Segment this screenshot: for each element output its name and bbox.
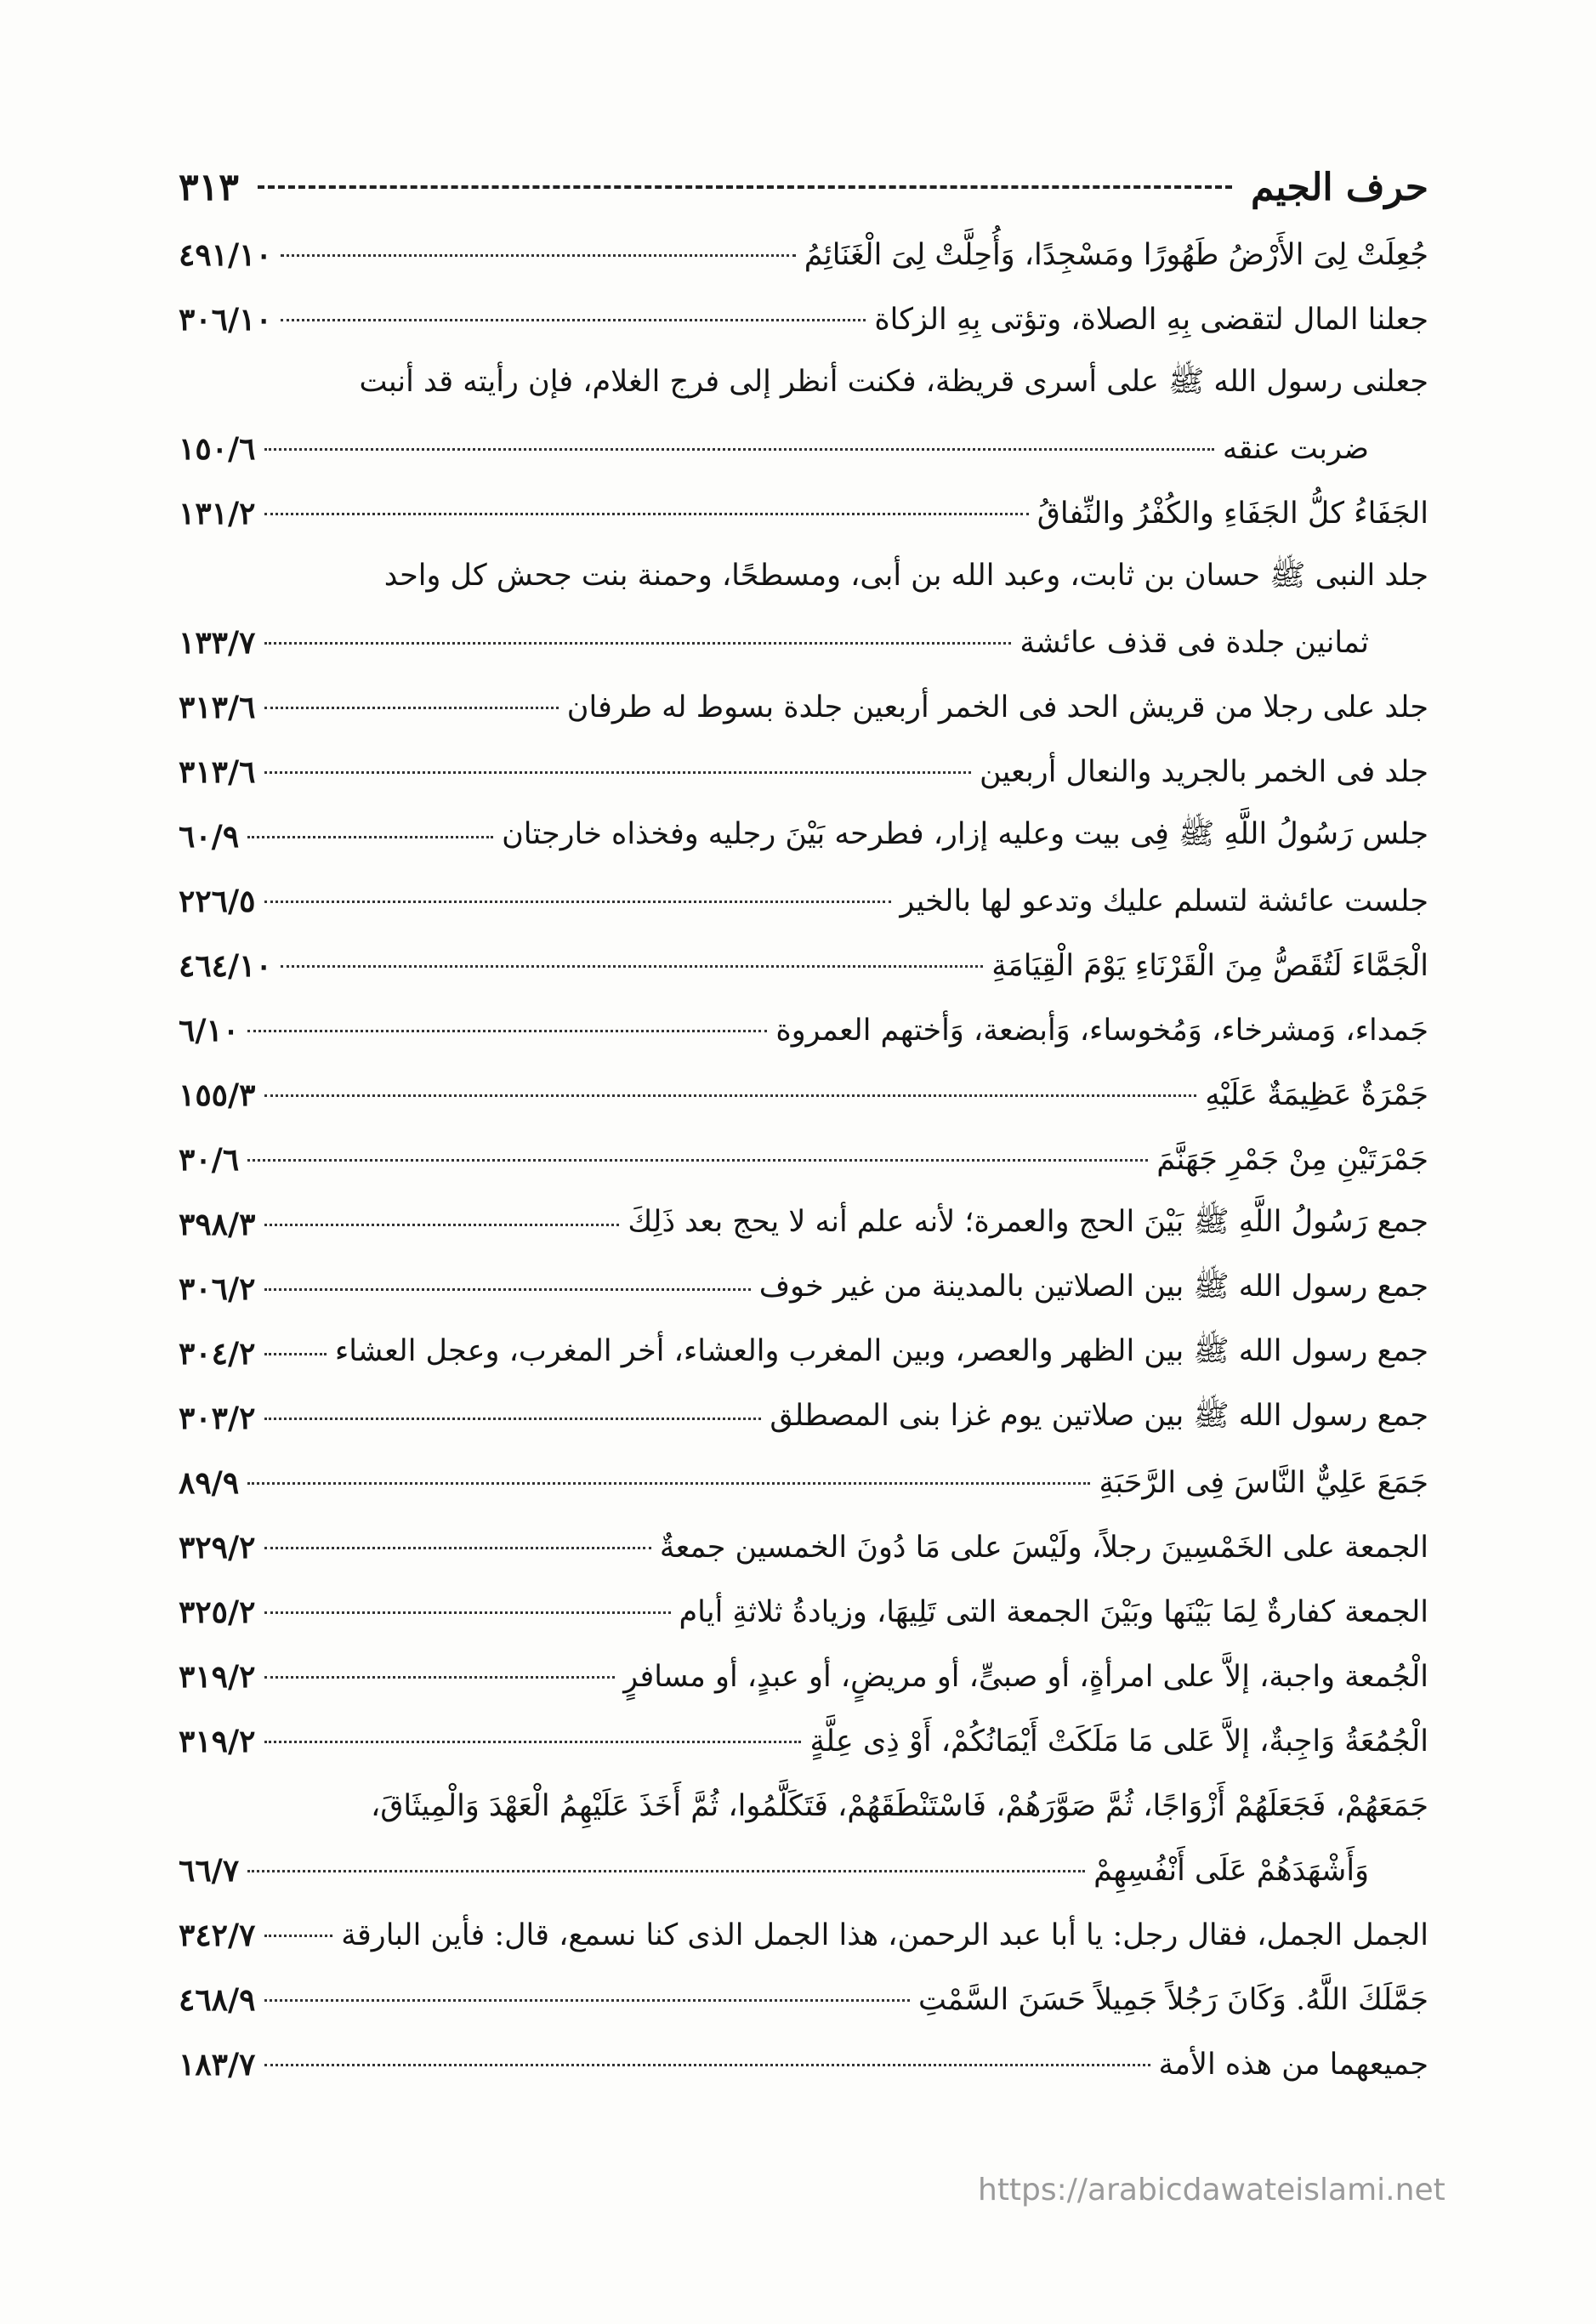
volume-page-ref: ٣٠٦/١٠ bbox=[179, 302, 272, 338]
volume-page-ref: ٦٠/٩ bbox=[179, 819, 240, 855]
leader-dots bbox=[264, 1935, 333, 1937]
page-header bbox=[179, 153, 1428, 221]
entry-line bbox=[179, 287, 1428, 352]
leader-dots bbox=[281, 254, 796, 257]
volume-page-ref: ١٥٥/٣ bbox=[179, 1077, 256, 1113]
leader-dots bbox=[264, 771, 971, 774]
section-title: حرف الجيم bbox=[1251, 165, 1428, 209]
leader-dots bbox=[264, 1547, 651, 1549]
volume-page-ref: ١٣٣/٧ bbox=[179, 625, 256, 661]
entry-line bbox=[179, 869, 1428, 934]
index-entry bbox=[179, 1774, 1428, 1903]
entry-text: جمع رسول الله ﷺ بين الظهر والعصر، وبين المغرب والعشاء، أخر المغرب، وعجل العشاء bbox=[334, 1333, 1428, 1368]
volume-page-ref: ١٨٣/٧ bbox=[179, 2047, 256, 2083]
index-entry bbox=[179, 1580, 1428, 1645]
entry-text: جمع رسول الله ﷺ بين صلاتين يوم غزا بنى المصطلق bbox=[770, 1398, 1428, 1433]
index-entry bbox=[179, 998, 1428, 1063]
leader-dots bbox=[264, 642, 1012, 645]
entry-text: ضربت عنقه bbox=[1222, 432, 1369, 466]
index-entry bbox=[179, 1709, 1428, 1774]
index-entry bbox=[179, 2032, 1428, 2097]
leader-dots bbox=[264, 707, 559, 709]
entry-line bbox=[179, 1645, 1428, 1709]
entry-line bbox=[179, 675, 1428, 740]
entry-continuation-line bbox=[179, 1838, 1428, 1903]
entry-line bbox=[179, 1063, 1428, 1128]
entry-text: جَمْرَتَيْنِ مِنْ جَمْرِ جَهَنَّمَ bbox=[1156, 1143, 1428, 1177]
entry-text: جلست عائشة لتسلم عليك وتدعو لها بالخير bbox=[900, 884, 1428, 918]
index-entry bbox=[179, 934, 1428, 998]
volume-page-ref: ٣٠٣/٢ bbox=[179, 1401, 256, 1436]
leader-dots bbox=[264, 1741, 802, 1743]
entry-text: جَمَعَهُمْ، فَجَعَلَهُمْ أَزْوَاجًا، ثُمَّ صَوَّرَهُمْ، فَاسْتَنْطَقَهُمْ، فَتَكَلَّمُوا، ثُمَّ أَخَذَ عَلَيْهِمُ الْعَهْدَ وَالْمِيثَاقَ، bbox=[370, 1789, 1428, 1823]
leader-dots bbox=[264, 1224, 620, 1226]
entry-text: جمع رَسُولُ اللَّهِ ﷺ بَيْنَ الحج والعمرة؛ لأنه علم أنه لا يحج بعد ذَلِكَ bbox=[628, 1204, 1428, 1239]
volume-page-ref: ٣٩٨/٣ bbox=[179, 1207, 256, 1242]
leader-dots bbox=[247, 1482, 1090, 1485]
volume-page-ref: ١٣١/٢ bbox=[179, 496, 256, 531]
entry-text: جميعهما من هذه الأمة bbox=[1158, 2048, 1428, 2082]
entry-line bbox=[179, 934, 1428, 998]
index-entry bbox=[179, 1321, 1428, 1386]
entry-text: الجمل الجمل، فقال رجل: يا أبا عبد الرحمن، هذا الجمل الذى كنا نسمع، قال: فأين البارقة bbox=[341, 1918, 1428, 1952]
entry-text: الْجَمَّاءَ لَتُقَصُّ مِنَ الْقَرْنَاءِ يَوْمَ الْقِيَامَةِ bbox=[991, 949, 1428, 983]
index-entry bbox=[179, 481, 1428, 546]
entry-text: جلد على رجلا من قريش الحد فى الخمر أربعين جلدة بسوط له طرفان bbox=[566, 690, 1428, 724]
entry-continuation-line bbox=[179, 611, 1428, 675]
volume-page-ref: ٣٠٦/٢ bbox=[179, 1271, 256, 1307]
entry-line bbox=[179, 352, 1428, 417]
index-entry bbox=[179, 1451, 1428, 1515]
index-entry bbox=[179, 675, 1428, 740]
entry-line bbox=[179, 2032, 1428, 2097]
volume-page-ref: ٦/١٠ bbox=[179, 1013, 240, 1048]
leader-dots bbox=[264, 1676, 616, 1679]
index-entry bbox=[179, 287, 1428, 352]
index-entry bbox=[179, 804, 1428, 869]
index-entry bbox=[179, 869, 1428, 934]
entry-text: وَأَشْهَدَهُمْ عَلَى أَنْفُسِهِمْ bbox=[1093, 1854, 1369, 1888]
index-entry bbox=[179, 223, 1428, 287]
leader-dots bbox=[264, 1353, 327, 1355]
entry-text: ثمانين جلدة فى قذف عائشة bbox=[1020, 626, 1369, 660]
index-entries bbox=[179, 223, 1428, 2097]
entry-line bbox=[179, 1192, 1428, 1257]
entry-text: جلد النبى ﷺ حسان بن ثابت، وعبد الله بن أبى، ومسطحًا، وحمنة بنت جحش كل واحد bbox=[383, 558, 1428, 593]
index-entry bbox=[179, 1128, 1428, 1192]
entry-text: جعلنى رسول الله ﷺ على أسرى قريظة، فكنت أنظر إلى فرج الغلام، فإن رأيته قد أنبت bbox=[359, 364, 1428, 399]
volume-page-ref: ١٥٠/٦ bbox=[179, 431, 256, 467]
entry-text: الْجُمعة واجبة، إلاَّ على امرأةٍ، أو صبىٍّ، أو مريضٍ، أو عبدٍ، أو مسافرٍ bbox=[623, 1660, 1428, 1694]
volume-page-ref: ٨٩/٩ bbox=[179, 1465, 240, 1501]
page-number: ٣١٣ bbox=[179, 165, 239, 209]
leader-dots bbox=[247, 1030, 767, 1032]
leader-dots bbox=[281, 965, 983, 968]
entry-text: جمع رسول الله ﷺ بين الصلاتين بالمدينة من غير خوف bbox=[758, 1269, 1428, 1304]
entry-line bbox=[179, 546, 1428, 611]
leader-dots bbox=[264, 1094, 1197, 1097]
entry-text: الجمعة على الخَمْسِينَ رجلاً، ولَيْسَ على مَا دُونَ الخمسين جمعةٌ bbox=[659, 1531, 1428, 1565]
leader-dots bbox=[264, 448, 1214, 451]
entry-line bbox=[179, 1580, 1428, 1645]
volume-page-ref: ٣٠٤/٢ bbox=[179, 1336, 256, 1372]
entry-line bbox=[179, 223, 1428, 287]
entry-line bbox=[179, 1128, 1428, 1192]
entry-line bbox=[179, 1903, 1428, 1968]
leader-dots bbox=[264, 1999, 911, 2002]
index-entry bbox=[179, 1903, 1428, 1968]
index-entry bbox=[179, 352, 1428, 481]
entry-text: جعلنا المال لتقضى بِهِ الصلاة، وتؤتى بِهِ الزكاة bbox=[874, 303, 1428, 337]
volume-page-ref: ٣٢٩/٢ bbox=[179, 1530, 256, 1565]
leader-dots bbox=[264, 1418, 762, 1420]
header-dashes bbox=[258, 185, 1232, 189]
leader-dots bbox=[247, 1870, 1085, 1872]
index-entry bbox=[179, 1192, 1428, 1257]
index-entry bbox=[179, 1386, 1428, 1451]
entry-line bbox=[179, 1709, 1428, 1774]
entry-continuation-line bbox=[179, 417, 1428, 481]
leader-dots bbox=[264, 513, 1029, 515]
entry-line bbox=[179, 804, 1428, 869]
volume-page-ref: ٣١٩/٢ bbox=[179, 1724, 256, 1759]
entry-text: جلد فى الخمر بالجريد والنعال أربعين bbox=[979, 755, 1428, 789]
entry-text: الجَفَاءُ كلُّ الجَفَاءِ والكُفْرُ والنِّفاقُ bbox=[1037, 497, 1428, 531]
entry-text: جَمَعَ عَلِيٌّ النَّاسَ فِى الرَّحَبَةِ bbox=[1099, 1466, 1428, 1500]
index-entry bbox=[179, 1257, 1428, 1321]
volume-page-ref: ٢٢٦/٥ bbox=[179, 884, 256, 919]
volume-page-ref: ٦٦/٧ bbox=[179, 1853, 240, 1889]
entry-text: الجمعة كفارةٌ لِمَا بَيْنَها وبَيْنَ الجمعة التى تَلِيهَا، وزيادةُ ثلاثةِ أيام bbox=[679, 1595, 1428, 1629]
watermark: https://arabicdawateislami.net bbox=[978, 2173, 1445, 2208]
volume-page-ref: ٣٤٢/٧ bbox=[179, 1918, 256, 1953]
entry-text: جَمْرَةٌ عَظِيمَةٌ عَلَيْهِ bbox=[1205, 1078, 1428, 1112]
entry-text: جَمداء، وَمشرخاء، وَمُخوساء، وَأبضعة، وَأختهم العمروة bbox=[775, 1014, 1428, 1048]
volume-page-ref: ٣١٣/٦ bbox=[179, 690, 256, 725]
entry-line bbox=[179, 1968, 1428, 2032]
entry-line bbox=[179, 740, 1428, 804]
leader-dots bbox=[247, 836, 493, 838]
entry-text: جَمَّلَكَ اللَّهُ. وَكَانَ رَجُلاً جَمِيلاً حَسَنَ السَّمْتِ bbox=[918, 1983, 1428, 2017]
index-entry bbox=[179, 546, 1428, 675]
entry-line bbox=[179, 1386, 1428, 1451]
leader-dots bbox=[247, 1159, 1148, 1162]
entry-line bbox=[179, 481, 1428, 546]
leader-dots bbox=[264, 2064, 1150, 2066]
entry-line bbox=[179, 1515, 1428, 1580]
leader-dots bbox=[281, 319, 866, 321]
leader-dots bbox=[264, 901, 892, 903]
index-entry bbox=[179, 1968, 1428, 2032]
entry-text: جلس رَسُولُ اللَّهِ ﷺ فِى بيت وعليه إزار، فطرحه بَيْنَ رجليه وفخذاه خارجتان bbox=[502, 816, 1428, 851]
entry-line bbox=[179, 1451, 1428, 1515]
volume-page-ref: ٤٦٤/١٠ bbox=[179, 948, 272, 984]
index-entry bbox=[179, 740, 1428, 804]
volume-page-ref: ٣١٣/٦ bbox=[179, 754, 256, 790]
entry-text: جُعِلَتْ لِىَ الأَرْضُ طَهُورًا ومَسْجِدًا، وَأُحِلَّتْ لِىَ الْغَنَائِمُ bbox=[804, 238, 1428, 272]
entry-text: الْجُمُعَةُ وَاجِبةٌ، إلاَّ عَلى مَا مَلَكَتْ أَيْمَانُكُمْ، أَوْ ذِى عِلَّةٍ bbox=[809, 1725, 1428, 1759]
leader-dots bbox=[264, 1611, 671, 1614]
volume-page-ref: ٤٦٨/٩ bbox=[179, 1982, 256, 2018]
index-entry bbox=[179, 1515, 1428, 1580]
volume-page-ref: ٣١٩/٢ bbox=[179, 1659, 256, 1695]
index-entry bbox=[179, 1645, 1428, 1709]
leader-dots bbox=[264, 1288, 751, 1291]
volume-page-ref: ٤٩١/١٠ bbox=[179, 237, 272, 273]
volume-page-ref: ٣٠/٦ bbox=[179, 1142, 240, 1178]
entry-line bbox=[179, 1774, 1428, 1838]
index-entry bbox=[179, 1063, 1428, 1128]
volume-page-ref: ٣٢٥/٢ bbox=[179, 1594, 256, 1630]
entry-line bbox=[179, 1257, 1428, 1321]
entry-line bbox=[179, 998, 1428, 1063]
entry-line bbox=[179, 1321, 1428, 1386]
